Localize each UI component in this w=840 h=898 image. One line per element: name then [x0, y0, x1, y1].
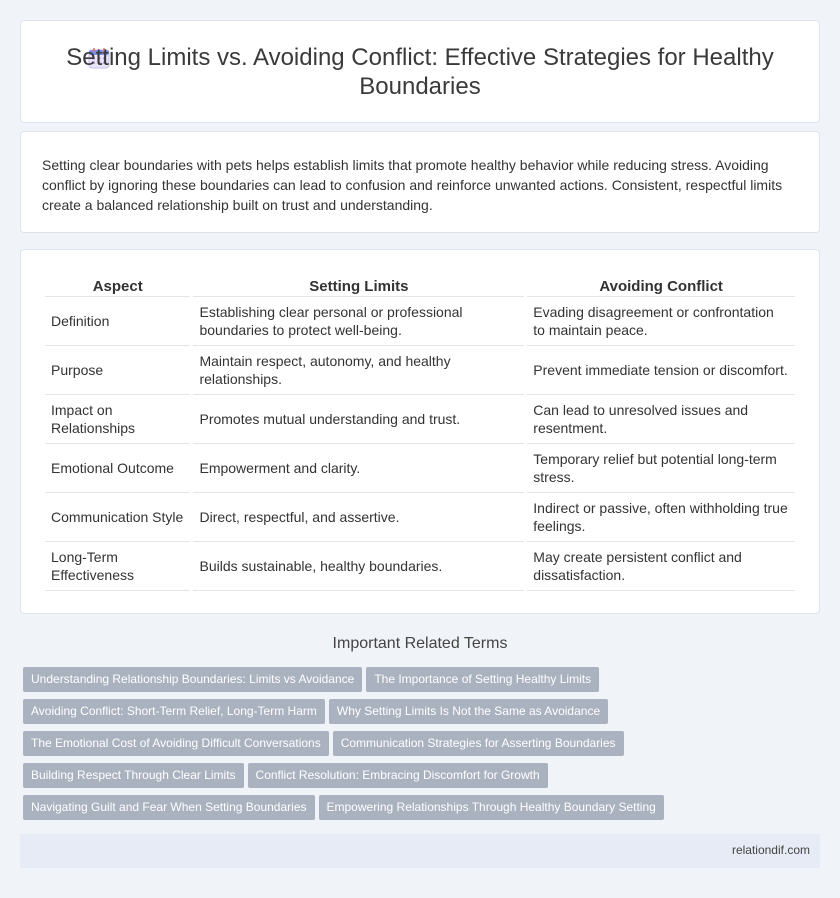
- setting-limits-cell: Promotes mutual understanding and trust.: [193, 395, 524, 444]
- footer: [20, 834, 820, 868]
- related-term-tag[interactable]: Understanding Relationship Boundaries: Limits vs Avoidance: [23, 667, 362, 692]
- setting-limits-cell: Empowerment and clarity.: [193, 444, 524, 493]
- comparison-table-card: [20, 249, 820, 614]
- aspect-cell: Impact on Relationships: [45, 395, 190, 444]
- table-row: [45, 395, 795, 444]
- related-terms-heading: Important Related Terms: [332, 635, 508, 652]
- table-header-row: [45, 276, 795, 297]
- avoiding-conflict-cell: Indirect or passive, often withholding true feelings.: [527, 493, 795, 542]
- footer-site-link[interactable]: relationdif.com: [731, 843, 810, 857]
- related-term-tag[interactable]: Building Respect Through Clear Limits: [23, 763, 244, 788]
- intro-text: Setting clear boundaries with pets helps establish limits that promote healthy behavior while reducing stress. Avoiding conflict by ignoring these boundaries can lead to confusion and reinforce unwanted actions. Consistent, respectful limits create a balanced relationship built on trust and understanding.: [42, 157, 783, 213]
- aspect-cell: Emotional Outcome: [45, 444, 190, 493]
- tag-row: [23, 731, 723, 763]
- intro-card: [20, 131, 820, 233]
- related-term-tag[interactable]: Empowering Relationships Through Healthy Boundary Setting: [319, 795, 664, 820]
- tag-row: [23, 699, 723, 731]
- avoiding-conflict-cell: Prevent immediate tension or discomfort.: [527, 346, 795, 395]
- related-term-tag[interactable]: Avoiding Conflict: Short-Term Relief, Long-Term Harm: [23, 699, 325, 724]
- table-row: [45, 444, 795, 493]
- tag-row: [23, 667, 723, 699]
- related-term-tag[interactable]: Why Setting Limits Is Not the Same as Avoidance: [329, 699, 608, 724]
- setting-limits-cell: Maintain respect, autonomy, and healthy relationships.: [193, 346, 524, 395]
- avoiding-conflict-cell: Can lead to unresolved issues and resentment.: [527, 395, 795, 444]
- related-term-tag[interactable]: The Importance of Setting Healthy Limits: [366, 667, 599, 692]
- table-row: [45, 297, 795, 346]
- header-card: [20, 20, 820, 123]
- table-row: [45, 346, 795, 395]
- related-term-tag[interactable]: Navigating Guilt and Fear When Setting Boundaries: [23, 795, 315, 820]
- column-header: Aspect: [45, 276, 190, 297]
- column-header: Avoiding Conflict: [527, 276, 795, 297]
- related-term-tag[interactable]: Conflict Resolution: Embracing Discomfort for Growth: [248, 763, 548, 788]
- avoiding-conflict-cell: May create persistent conflict and dissatisfaction.: [527, 542, 795, 591]
- page-title: Setting Limits vs. Avoiding Conflict: Effective Strategies for Healthy Boundaries: [66, 44, 774, 100]
- related-term-tag[interactable]: The Emotional Cost of Avoiding Difficult Conversations: [23, 731, 329, 756]
- related-terms-list: [23, 667, 723, 827]
- avoiding-conflict-cell: Temporary relief but potential long-term stress.: [527, 444, 795, 493]
- related-term-tag[interactable]: Communication Strategies for Asserting Boundaries: [333, 731, 624, 756]
- aspect-cell: Definition: [45, 297, 190, 346]
- avoiding-conflict-cell: Evading disagreement or confrontation to maintain peace.: [527, 297, 795, 346]
- setting-limits-cell: Builds sustainable, healthy boundaries.: [193, 542, 524, 591]
- setting-limits-cell: Direct, respectful, and assertive.: [193, 493, 524, 542]
- table-row: [45, 493, 795, 542]
- table-row: [45, 542, 795, 591]
- tag-row: [23, 763, 723, 795]
- aspect-cell: Purpose: [45, 346, 190, 395]
- setting-limits-cell: Establishing clear personal or professional boundaries to protect well-being.: [193, 297, 524, 346]
- comparison-table: [42, 276, 798, 591]
- aspect-cell: Communication Style: [45, 493, 190, 542]
- tag-row: [23, 795, 723, 827]
- column-header: Setting Limits: [193, 276, 524, 297]
- aspect-cell: Long-Term Effectiveness: [45, 542, 190, 591]
